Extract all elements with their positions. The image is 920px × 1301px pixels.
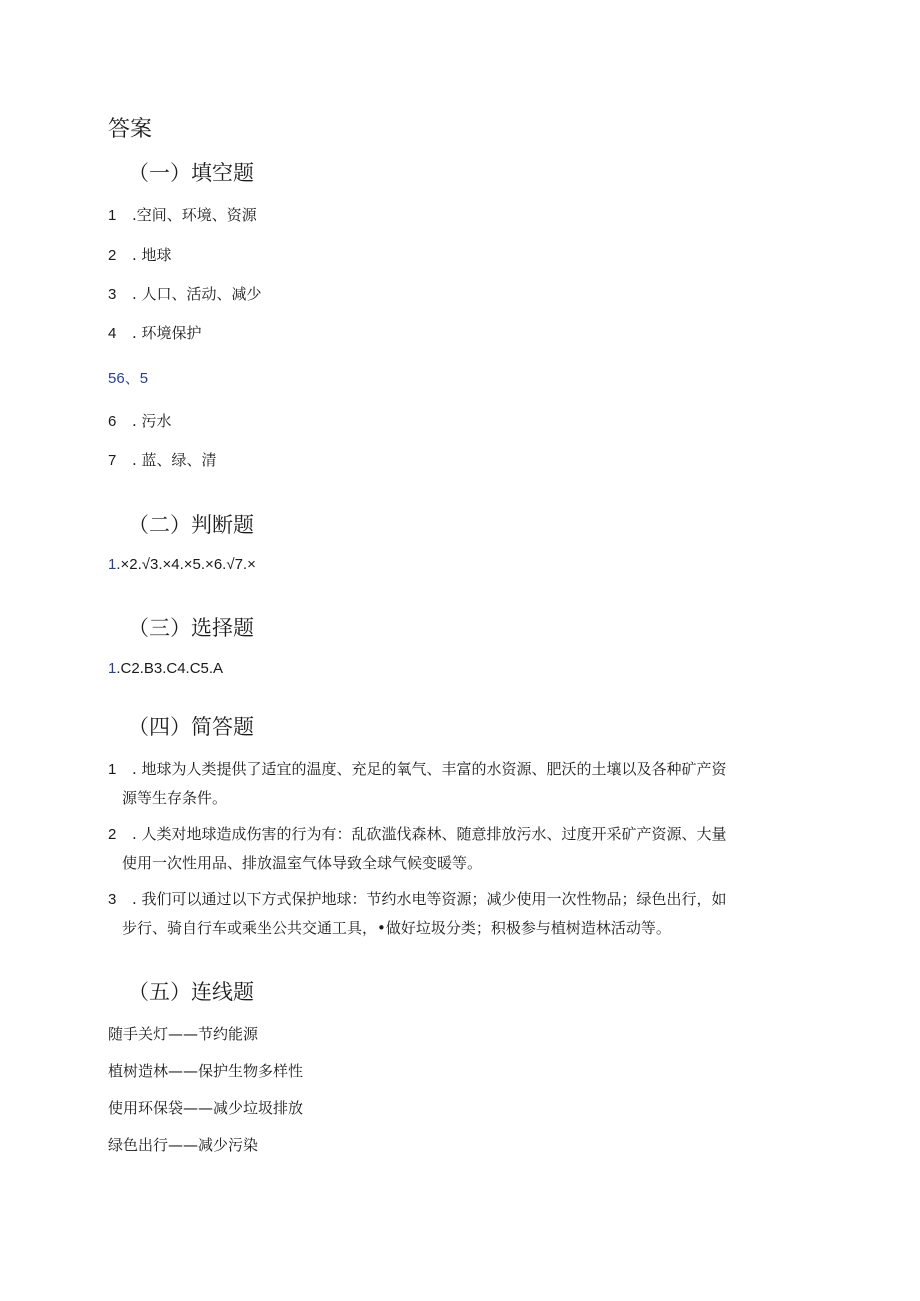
list-item: 4 . 环境保护 bbox=[108, 324, 202, 342]
list-item: 使用环保袋——减少垃圾排放 bbox=[108, 1099, 304, 1117]
list-item: 1 . 地球为人类提供了适宜的温度、充足的氧气、丰富的水资源、肥沃的土壤以及各种矿产资 bbox=[108, 760, 727, 778]
list-item-continuation: 使用一次性用品、排放温室气体导致全球气候变暖等。 bbox=[122, 854, 483, 872]
list-item: 3 . 我们可以通过以下方式保护地球：节约水电等资源；减少使用一次性物品；绿色出行，如 bbox=[108, 890, 727, 908]
list-item-continuation: 步行、骑自行车或乘坐公共交通工具，•做好垃圾分类；积极参与植树造林活动等。 bbox=[122, 919, 671, 937]
list-item: 植树造林——保护生物多样性 bbox=[108, 1062, 304, 1080]
section-heading-short-answer: （四）简答题 bbox=[128, 715, 254, 739]
list-item: 2 . 地球 bbox=[108, 246, 172, 264]
section-heading-matching: （五）连线题 bbox=[128, 980, 254, 1004]
list-item: 随手关灯——节约能源 bbox=[108, 1025, 259, 1043]
section-heading-fill-in: （一）填空题 bbox=[128, 161, 254, 185]
list-item: 绿色出行——减少污染 bbox=[108, 1136, 259, 1154]
list-item: 2 . 人类对地球造成伤害的行为有：乱砍滥伐森林、随意排放污水、过度开采矿产资源、大量 bbox=[108, 825, 727, 843]
section-heading-true-false: （二）判断题 bbox=[128, 513, 254, 537]
list-item-continuation: 源等生存条件。 bbox=[122, 789, 228, 807]
list-item: 56、5 bbox=[108, 370, 149, 387]
list-item: 7 . 蓝、绿、清 bbox=[108, 451, 217, 469]
section-heading-multiple-choice: （三）选择题 bbox=[128, 616, 254, 640]
page-title: 答案 bbox=[108, 117, 153, 142]
list-item: 6 . 污水 bbox=[108, 412, 172, 430]
answer-line: 1.×2.√3.×4.×5.×6.√7.× bbox=[108, 556, 256, 573]
list-item: 3 . 人口、活动、减少 bbox=[108, 285, 262, 303]
list-item: 1 .空间、环境、资源 bbox=[108, 206, 257, 224]
answer-line: 1.C2.B3.C4.C5.A bbox=[108, 660, 224, 677]
